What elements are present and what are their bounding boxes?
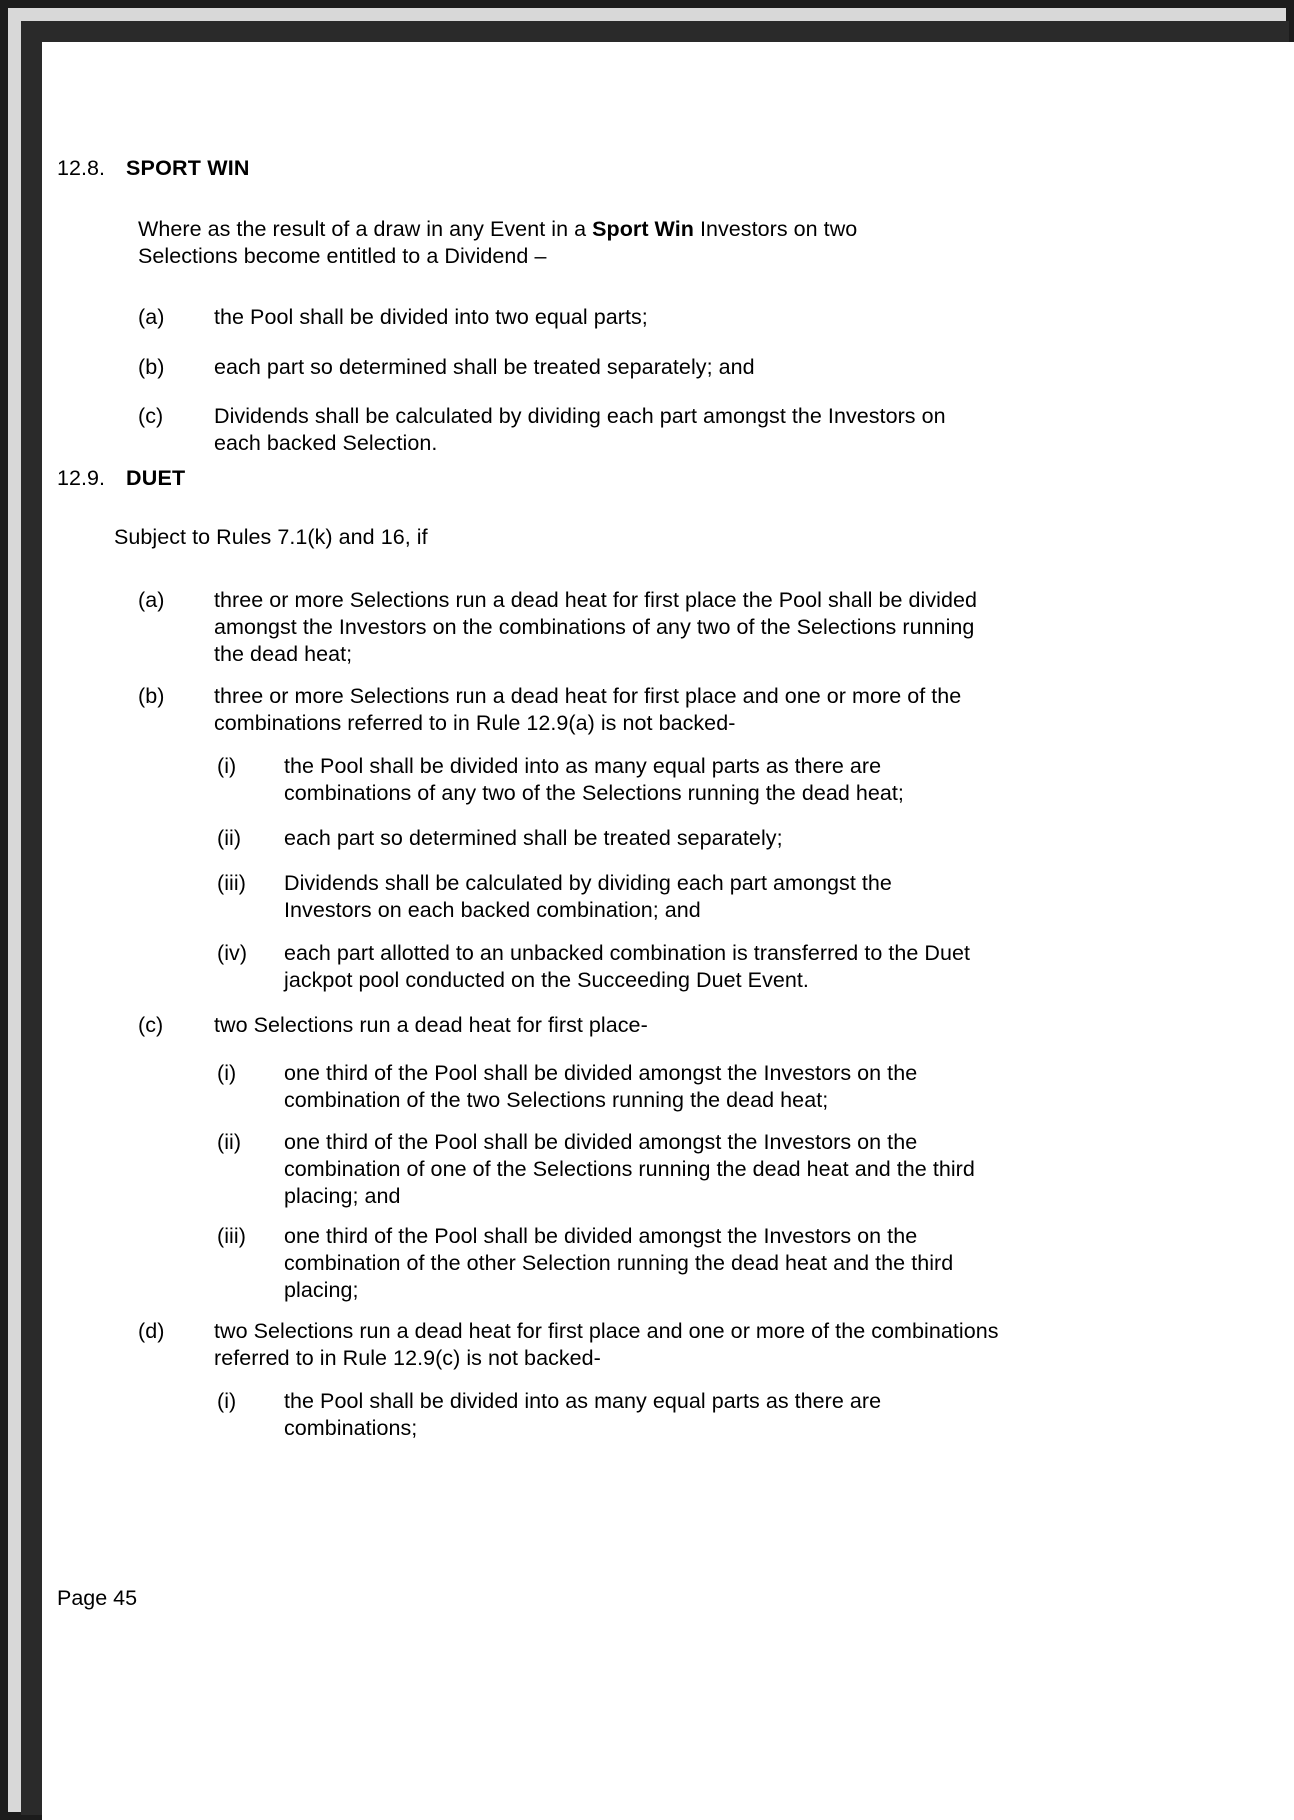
sub-list-item bbox=[217, 753, 1012, 807]
sub-list-item-marker: (iii) bbox=[217, 1224, 246, 1248]
list-item-marker: (c) bbox=[138, 404, 164, 428]
sub-list-item-text: Dividends shall be calculated by dividing each part amongst the Investors on each backed combination; and bbox=[284, 871, 892, 922]
list-item-marker: (b) bbox=[138, 684, 165, 708]
list-item bbox=[138, 1012, 1013, 1039]
list-item-text: three or more Selections run a dead heat for first place the Pool shall be divided amongst the Investors on the combinations of any two of the Selections running the dead heat; bbox=[214, 588, 978, 666]
list-item bbox=[138, 1318, 1013, 1372]
sub-list-item bbox=[217, 940, 1012, 994]
section-title: SPORT WIN bbox=[126, 156, 250, 180]
list-item-text: the Pool shall be divided into two equal parts; bbox=[214, 305, 648, 329]
list-item-marker: (a) bbox=[138, 305, 165, 329]
sub-list-item bbox=[217, 870, 977, 924]
sub-list-item bbox=[217, 1060, 1017, 1114]
sub-list-item-marker: (i) bbox=[217, 1061, 237, 1085]
sub-list-item-marker: (i) bbox=[217, 754, 237, 778]
list-item-text: two Selections run a dead heat for first place and one or more of the combinations referred to in Rule 12.9(c) is not backed- bbox=[214, 1319, 999, 1370]
sub-list-item bbox=[217, 1388, 997, 1442]
sub-list-item-marker: (ii) bbox=[217, 1130, 242, 1154]
page-content bbox=[42, 42, 1294, 1820]
list-item-text: each part so determined shall be treated separately; and bbox=[214, 355, 755, 379]
sub-list-item-text: the Pool shall be divided into as many equal parts as there are combinations of any two of the Selections running the dead heat; bbox=[284, 754, 904, 805]
intro-text-bold: Sport Win bbox=[592, 217, 694, 241]
page-number-footer: Page 45 bbox=[57, 1586, 138, 1610]
sub-list-item-text: one third of the Pool shall be divided amongst the Investors on the combination of the other Selection running the dead heat and the third placing; bbox=[284, 1224, 954, 1302]
list-item-marker: (d) bbox=[138, 1319, 165, 1343]
intro-text-before: Where as the result of a draw in any Event in a bbox=[138, 217, 593, 241]
scan-inner-border bbox=[21, 21, 1289, 1815]
list-item-marker: (b) bbox=[138, 355, 165, 379]
list-item bbox=[138, 304, 1028, 331]
list-item bbox=[138, 587, 993, 668]
sub-list-item-text: each part so determined shall be treated separately; bbox=[284, 826, 783, 850]
section-heading-12-9 bbox=[57, 465, 1057, 492]
scan-bevel bbox=[8, 8, 1286, 1812]
sub-list-item-text: one third of the Pool shall be divided amongst the Investors on the combination of the two Selections running the dead heat; bbox=[284, 1061, 918, 1112]
sub-list-item-text: one third of the Pool shall be divided amongst the Investors on the combination of one of the Selections running the dead heat and the third placing; and bbox=[284, 1130, 975, 1208]
section-number: 12.9. bbox=[57, 466, 106, 490]
sub-list-item-marker: (ii) bbox=[217, 826, 242, 850]
list-item-text: two Selections run a dead heat for first place- bbox=[214, 1013, 648, 1037]
list-item bbox=[138, 354, 1028, 381]
section-12-9-intro: Subject to Rules 7.1(k) and 16, if bbox=[114, 525, 428, 549]
sub-list-item-marker: (i) bbox=[217, 1389, 237, 1413]
list-item bbox=[138, 403, 993, 457]
list-item bbox=[138, 683, 1013, 737]
section-12-8-intro bbox=[138, 216, 914, 270]
sub-list-item bbox=[217, 1223, 1017, 1304]
list-item-text: Dividends shall be calculated by dividing each part amongst the Investors on each backed Selection. bbox=[214, 404, 946, 455]
sub-list-item-marker: (iii) bbox=[217, 871, 246, 895]
list-item-marker: (a) bbox=[138, 588, 165, 612]
list-item-text: three or more Selections run a dead heat for first place and one or more of the combinations referred to in Rule 12.9(a) is not backed- bbox=[214, 684, 962, 735]
document-page bbox=[42, 42, 1294, 1820]
intro-text-after: Investors on two Selections become entitled to a Dividend – bbox=[138, 217, 858, 268]
sub-list-item bbox=[217, 825, 1012, 852]
sub-list-item-text: each part allotted to an unbacked combination is transferred to the Duet jackpot pool conducted on the Succeeding Duet Event. bbox=[284, 941, 971, 992]
sub-list-item bbox=[217, 1129, 1017, 1210]
section-heading-12-8 bbox=[57, 155, 1057, 182]
section-number: 12.8. bbox=[57, 156, 106, 180]
sub-list-item-text: the Pool shall be divided into as many equal parts as there are combinations; bbox=[284, 1389, 882, 1440]
sub-list-item-marker: (iv) bbox=[217, 941, 248, 965]
section-title: DUET bbox=[126, 466, 186, 490]
list-item-marker: (c) bbox=[138, 1013, 164, 1037]
